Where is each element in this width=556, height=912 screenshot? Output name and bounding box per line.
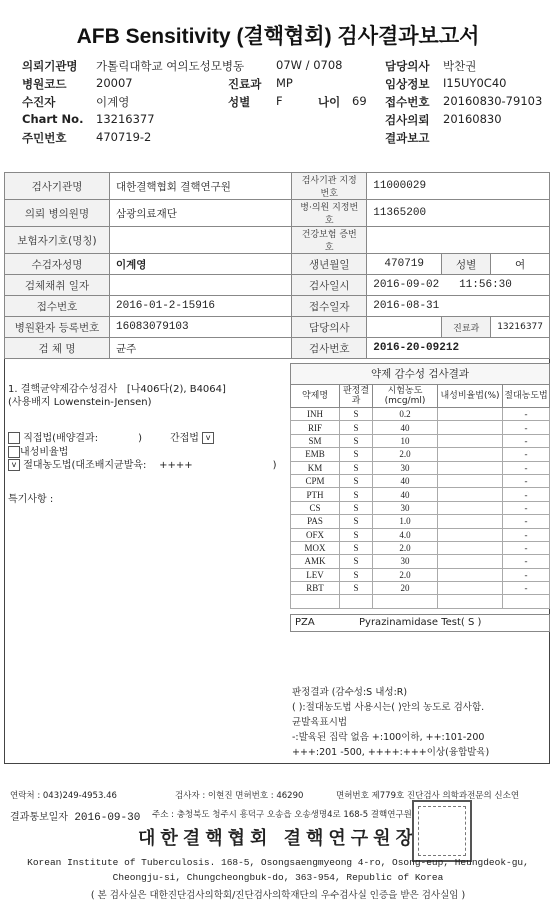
result-cell-conc: 20 [373,582,438,595]
result-cell-abs: - [503,528,550,541]
result-cell-conc: 40 [373,421,438,434]
spec-value: 균주 [110,338,292,359]
result-cell-abs: - [503,408,550,421]
birth-label: 생년월일 [292,254,367,275]
result-cell-drug: SM [291,434,340,447]
result-cell-conc: 30 [373,555,438,568]
absolute-checkbox: v [8,459,20,471]
result-cell-drug: LEV [291,568,340,581]
result-cell-ratio [438,448,503,461]
col-abs: 절대농도법 [503,385,550,408]
doc-label: 담당의사 [292,317,367,338]
header-value: MP [276,76,293,90]
header-value: 20160830-79103 [443,94,543,108]
result-cell-drug: RBT [291,582,340,595]
result-row [291,501,550,514]
header-label: 검사의뢰 [385,113,430,127]
absolute-label: 절대농도법(대조배지균발육: [23,460,147,471]
result-cell-drug: RIF [291,421,340,434]
result-cell-result: S [340,474,373,487]
result-cell-drug: EMB [291,448,340,461]
interp-line-1: 판정결과 (감수성:S 내성:R) [292,687,408,698]
header-label: 결과보고 [385,131,430,145]
phone: 연락처 : 043)249-4953.46 [10,791,117,801]
interp-line-4: -:발육된 집락 없음 +:100이하, ++:101-200 [292,732,485,743]
result-cell-conc: 2.0 [373,448,438,461]
result-row [291,568,550,581]
result-cell-ratio [438,555,503,568]
interp-line-2: ( ):절대농도법 사용시는( )안의 농도로 검사함. [292,702,485,713]
result-row [291,421,550,434]
result-cell-abs: - [503,501,550,514]
header-value: 13216377 [96,112,155,126]
interp-line-5: +++:201 -500, ++++:+++이상(융합발육) [292,747,490,758]
method-title: 1. 결핵균약제감수성검사 [8,384,118,395]
result-cell-conc: 40 [373,474,438,487]
req-no-label: 병·의원 지정번호 [292,200,367,227]
result-cell-result: S [340,541,373,554]
header-value: 20160830 [443,112,502,126]
result-cell-ratio [438,421,503,434]
header-label: 담당의사 [385,59,430,73]
result-row-blank [291,595,550,608]
inst-label: 검사기관명 [5,173,110,200]
header-value: 07W / 0708 [276,58,343,72]
collect-value [110,275,292,296]
result-cell-drug: OFX [291,528,340,541]
result-cell-drug: PTH [291,488,340,501]
result-cell-abs: - [503,461,550,474]
result-cell-ratio [438,568,503,581]
name-label: 수검자성명 [5,254,110,275]
result-row [291,434,550,447]
proportion-label: 내성비율법 [20,447,69,458]
header-label: 수진자 [22,95,56,109]
test-time-value: 11:56:30 [459,279,512,291]
pza-row [290,614,550,632]
name-value: 이계영 [110,254,292,275]
header-label: 성별 [228,95,251,109]
request-form-table [4,172,550,359]
result-row [291,408,550,421]
req-label: 의뢰 병의원명 [5,200,110,227]
result-cell-result: S [340,568,373,581]
indirect-checkbox: v [202,432,214,444]
result-row [291,555,550,568]
result-cell-result: S [340,488,373,501]
method-code: [나406다(2), B4064] [126,384,226,395]
address-kr: 주소 : 충청북도 청주시 흥덕구 오송읍 오송생명4로 168-5 결핵연구원 [152,810,412,820]
req-no-value: 11365200 [367,200,550,227]
header-label: 병원코드 [22,77,67,91]
pza-value: Pyrazinamidase Test( S ) [359,617,482,628]
result-cell-ratio [438,541,503,554]
result-row [291,461,550,474]
col-result: 판정결과 [340,385,373,408]
result-row [291,582,550,595]
report-title: AFB Sensitivity (결핵협회) 검사결과보고서 [76,25,480,48]
ins-value [110,227,292,254]
result-cell-ratio [438,488,503,501]
header-label: Chart No. [22,112,84,126]
license: 면허번호 제779호 진단검사 의학과전문의 신소연 [336,791,520,801]
header-label: 진료과 [228,77,262,91]
result-cell-drug: CS [291,501,340,514]
result-cell-drug: AMK [291,555,340,568]
header-label: 접수번호 [385,95,430,109]
result-cell-conc: 4.0 [373,528,438,541]
report-date-label: 결과통보일자 [10,812,68,823]
special-label: 특기사항 : [8,494,54,505]
result-cell-drug: KM [291,461,340,474]
req-value: 삼광의료재단 [110,200,292,227]
indirect-label: 간접법 [169,433,199,444]
result-cell-abs: - [503,421,550,434]
result-cell-blank [373,595,438,608]
result-cell-blank [503,595,550,608]
ins-no-value [367,227,550,254]
result-cell-ratio [438,461,503,474]
header-value: 이계영 [96,95,130,109]
method-line2: (사용배지 Lowenstein-Jensen) [8,397,152,408]
ins-label: 보험자기호(명칭) [5,227,110,254]
result-row [291,488,550,501]
result-cell-abs: - [503,555,550,568]
result-cell-result: S [340,528,373,541]
result-cell-ratio [438,474,503,487]
col-drug: 약제명 [291,385,340,408]
result-cell-result: S [340,408,373,421]
inst-no-value: 11000029 [367,173,550,200]
result-cell-result: S [340,501,373,514]
col-ratio: 내성비율법(%) [438,385,503,408]
cert-note: ( 본 검사실은 대한진단검사의학회/진단검사의학재단의 우수검사실 인증을 받은 검사실임 ) [90,890,466,901]
result-row [291,541,550,554]
header-label: 주민번호 [22,131,67,145]
header-value: F [276,94,283,108]
header-value: 20007 [96,76,133,90]
testno-label: 검사번호 [292,338,367,359]
results-title: 약제 감수성 검사결과 [290,363,550,385]
recv-label: 접수일자 [292,296,367,317]
sex-value: 여 [491,254,550,275]
result-cell-result: S [340,582,373,595]
result-cell-drug: MOX [291,541,340,554]
result-cell-ratio [438,515,503,528]
result-cell-result: S [340,555,373,568]
examiner: 검사자 : 이현진 면허번호 : 46290 [175,791,304,801]
header-value: 가톨릭대학교 여의도성모병동 [96,59,245,73]
interp-line-3: 균발육표시법 [292,717,348,728]
result-row [291,474,550,487]
inst-no-label: 검사기관 지정번호 [292,173,367,200]
pza-label: PZA [295,617,315,628]
inst-value: 대한결핵협회 결핵연구원 [110,173,292,200]
results-table [290,384,550,609]
result-cell-result: S [340,434,373,447]
direct-close: ) [138,433,142,444]
testno-value: 2016-20-09212 [367,338,550,359]
result-cell-abs: - [503,434,550,447]
result-cell-result: S [340,448,373,461]
absolute-close: ) [272,460,277,471]
test-date-label: 검사일시 [292,275,367,296]
result-cell-result: S [340,421,373,434]
result-cell-conc: 40 [373,488,438,501]
official-seal [412,800,472,862]
result-cell-ratio [438,434,503,447]
header-value: I15UY0C40 [443,76,507,90]
result-cell-blank [438,595,503,608]
result-cell-ratio [438,582,503,595]
birth-value: 470719 [367,254,442,275]
result-cell-blank [291,595,340,608]
result-cell-abs: - [503,448,550,461]
result-row [291,515,550,528]
result-cell-ratio [438,501,503,514]
result-cell-conc: 2.0 [373,568,438,581]
header-value: 박찬권 [443,59,477,73]
result-cell-drug: INH [291,408,340,421]
age-value: 69 [352,94,367,108]
result-cell-conc: 30 [373,461,438,474]
header-label: 의뢰기관명 [22,59,78,73]
patno-label: 병원환자 등록번호 [5,317,110,338]
result-cell-blank [340,595,373,608]
spec-label: 검 체 명 [5,338,110,359]
header-value: 470719-2 [96,130,152,144]
direct-label: 직접법(배양결과: [23,433,99,444]
patno-value: 16083079103 [110,317,292,338]
collect-label: 검체채취 일자 [5,275,110,296]
report-date: 2016-09-30 [74,812,141,824]
age-label: 나이 [318,95,341,109]
result-cell-drug: CPM [291,474,340,487]
result-cell-abs: - [503,474,550,487]
ins-no-label: 건강보험 증번호 [292,227,367,254]
result-row [291,528,550,541]
result-cell-abs: - [503,488,550,501]
address-en-2: Cheongju-si, Chungcheongbuk-do, 363-954, Republic of Korea [112,872,444,883]
institute-name: 대한결핵협회 결핵연구원장 [138,828,418,849]
result-cell-conc: 10 [373,434,438,447]
dept-label: 진료과 [442,317,491,338]
result-cell-result: S [340,515,373,528]
test-date-value: 2016-09-02 [373,279,440,291]
result-cell-abs: - [503,515,550,528]
result-cell-conc: 1.0 [373,515,438,528]
reg-label: 접수번호 [5,296,110,317]
result-cell-abs: - [503,582,550,595]
absolute-value: ++++ [159,460,193,471]
header-label: 임상정보 [385,77,430,91]
result-cell-abs: - [503,568,550,581]
result-cell-drug: PAS [291,515,340,528]
result-cell-abs: - [503,541,550,554]
dept-value: 13216377 [491,317,550,338]
result-cell-conc: 2.0 [373,541,438,554]
result-cell-conc: 30 [373,501,438,514]
doc-value [367,317,442,338]
result-row [291,448,550,461]
result-cell-result: S [340,461,373,474]
reg-value: 2016-01-2-15916 [110,296,292,317]
sex-label: 성별 [442,254,491,275]
result-cell-conc: 0.2 [373,408,438,421]
recv-value: 2016-08-31 [367,296,550,317]
col-conc: 시험농도(mcg/ml) [373,385,438,408]
address-en-1: Korean Institute of Tuberculosis. 168-5, Osongsaengmyeong 4-ro, Osong-eup, Heungdeok-gu, [27,857,529,868]
result-cell-ratio [438,408,503,421]
result-cell-ratio [438,528,503,541]
